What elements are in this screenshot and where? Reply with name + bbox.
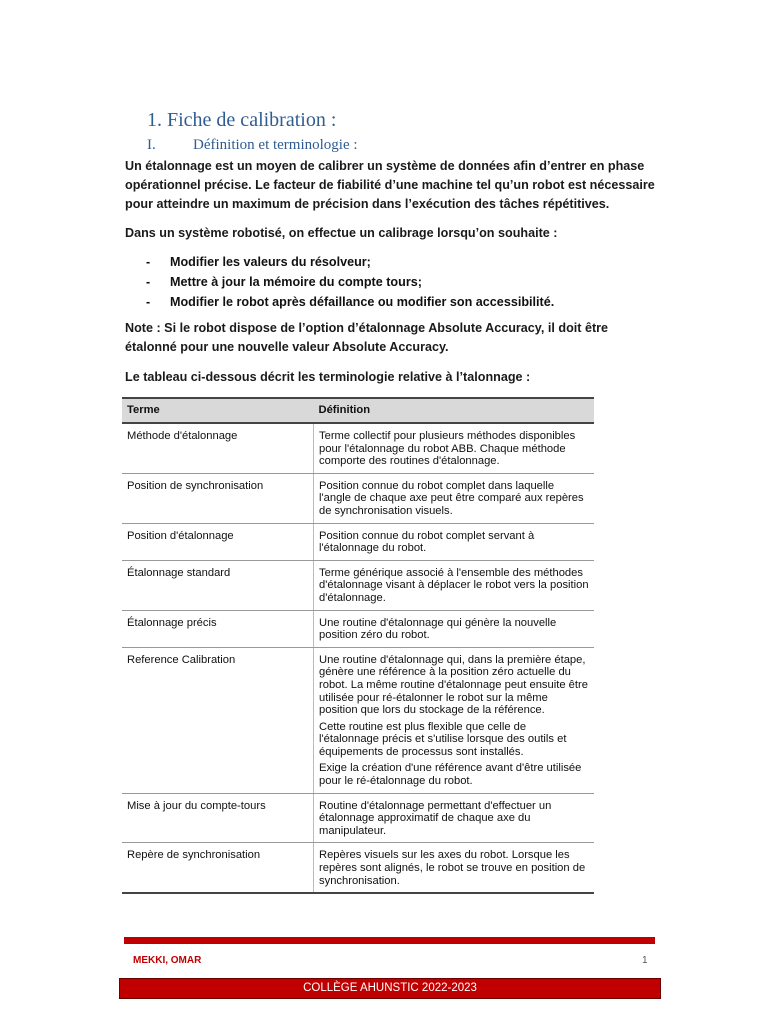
table-row	[122, 473, 594, 523]
definition-cell	[314, 610, 595, 647]
definition-text: Terme générique associé à l'ensemble des méthodes d'étalonnage visant à déplacer le robot vers la position d'étalonnage.	[319, 566, 589, 604]
definition-cell	[314, 523, 595, 560]
definition-cell	[314, 473, 595, 523]
term-cell: Repère de synchronisation	[122, 843, 314, 893]
definition-text: Cette routine est plus flexible que celle de l'étalonnage précis et s'utilise lorsque des outils et équipements de processus sont installés.	[319, 720, 567, 758]
definition-text: Terme collectif pour plusieurs méthodes disponibles pour l'étalonnage du robot ABB. Chaque méthode comporte des routines d'étalonnage.	[319, 430, 576, 468]
term-cell: Étalonnage standard	[122, 560, 314, 610]
column-header-definition: Définition	[314, 398, 595, 423]
list-item: - Mettre à jour la mémoire du compte tours;	[125, 272, 554, 292]
definition-text: Position connue du robot complet dans laquelle l'angle de chaque axe peut être comparé aux repères de synchronisation visuels.	[319, 479, 584, 517]
definition-text: Position connue du robot complet servant à l'étalonnage du robot.	[319, 529, 535, 555]
definition-cell	[314, 647, 595, 793]
table-row	[122, 560, 594, 610]
footer-divider	[124, 937, 655, 944]
footer-author: MEKKI, OMAR	[133, 955, 202, 966]
definition-text: Une routine d'étalonnage qui génère la nouvelle position zéro du robot.	[319, 616, 557, 642]
term-cell: Méthode d'étalonnage	[122, 423, 314, 473]
calibration-when-paragraph: Dans un système robotisé, on effectue un calibrage lorsqu’on souhaite :	[125, 226, 558, 240]
table-row	[122, 610, 594, 647]
term-cell: Mise à jour du compte-tours	[122, 793, 314, 843]
term-cell: Reference Calibration	[122, 647, 314, 793]
definition-text: Exige la création d'une référence avant d'être utilisée pour le ré-étalonnage du robot.	[319, 762, 582, 788]
definition-text: Repères visuels sur les axes du robot. Lorsque les repères sont alignés, le robot se trouve en position de synchronisation.	[319, 849, 586, 887]
table-row	[122, 523, 594, 560]
term-cell: Position d'étalonnage	[122, 523, 314, 560]
section-number: I.	[147, 137, 156, 153]
table-intro-paragraph: Le tableau ci-dessous décrit les terminologie relative à l’talonnage :	[125, 370, 531, 384]
definition-text: Une routine d'étalonnage qui, dans la première étape, génère une référence à la position zéro actuelle du robot. La même routine d'étalonnage peut ensuite être utilisée pour ré-étalonner le robot sur la même position que lors du stockage de la référence.	[319, 653, 588, 717]
table-header-row	[122, 398, 594, 423]
term-cell: Position de synchronisation	[122, 473, 314, 523]
list-item: - Modifier les valeurs du résolveur;	[125, 252, 554, 272]
page-title: 1. Fiche de calibration :	[147, 109, 337, 131]
table-row	[122, 843, 594, 893]
column-header-term: Terme	[122, 398, 314, 423]
section-heading	[147, 137, 358, 154]
terminology-table	[122, 397, 594, 894]
section-title: Définition et terminologie :	[193, 137, 358, 153]
list-item: - Modifier le robot après défaillance ou modifier son accessibilité.	[125, 292, 554, 312]
table-row	[122, 647, 594, 793]
footer-college-banner: COLLÈGE AHUNSTIC 2022-2023	[119, 978, 661, 999]
page-number: 1	[642, 955, 648, 966]
definition-cell	[314, 560, 595, 610]
table-row	[122, 793, 594, 843]
definition-text: Routine d'étalonnage permettant d'effectuer un étalonnage approximatif de chaque axe du manipulateur.	[319, 799, 552, 837]
definition-cell	[314, 423, 595, 473]
term-cell: Étalonnage précis	[122, 610, 314, 647]
table-row	[122, 423, 594, 473]
intro-paragraph: Un étalonnage est un moyen de calibrer un système de données afin d’entrer en phase opérationnel précise. Le facteur de fiabilité d’une machine tel qu’un robot est nécessaire pour atteindre un maximum de précision dans l’exécution des tâches répétitives.	[125, 159, 655, 211]
calibration-reasons-list	[125, 252, 554, 312]
definition-cell	[314, 843, 595, 893]
definition-cell	[314, 793, 595, 843]
note-paragraph: Note : Si le robot dispose de l’option d’étalonnage Absolute Accuracy, il doit être étalonné pour une nouvelle valeur Absolute Accuracy.	[125, 321, 609, 354]
